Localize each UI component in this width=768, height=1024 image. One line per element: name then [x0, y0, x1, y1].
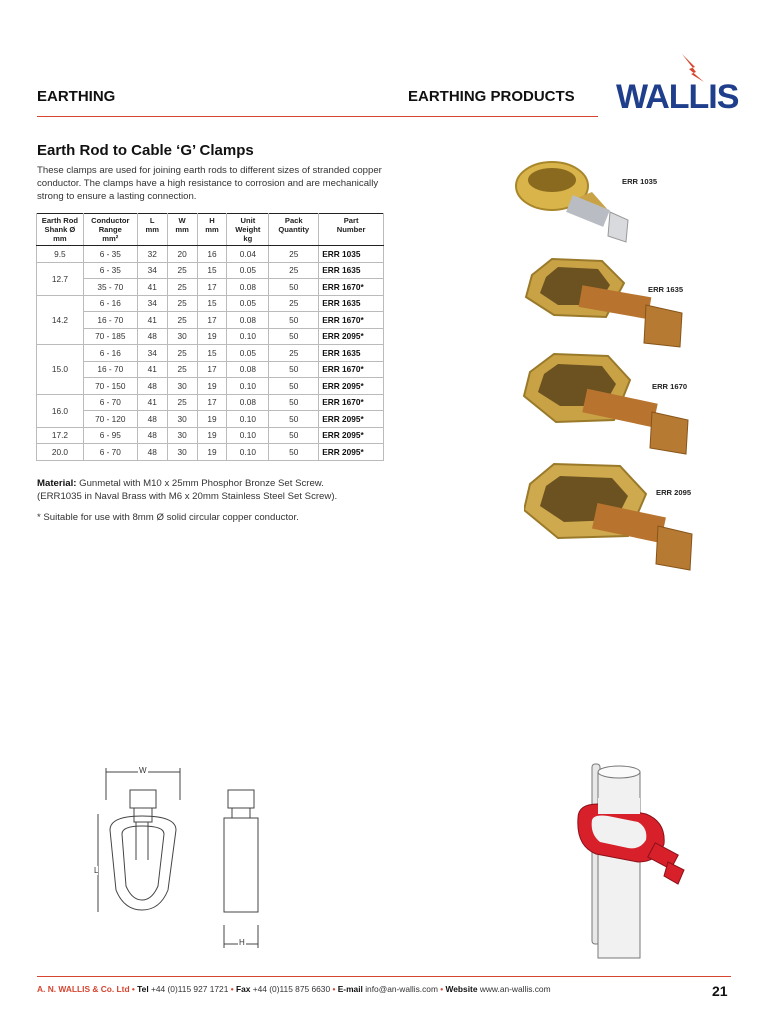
- cell-w: 30: [167, 444, 197, 461]
- footer-tel-label: Tel: [137, 984, 149, 994]
- cell-w: 25: [167, 295, 197, 312]
- footer-email-label: E-mail: [337, 984, 363, 994]
- footer-company: A. N. WALLIS & Co. Ltd: [37, 984, 130, 994]
- table-row: [37, 361, 384, 378]
- table-row: [37, 411, 384, 428]
- cell-w: 25: [167, 279, 197, 296]
- cell-l: 48: [137, 328, 167, 345]
- footer-sep: •: [131, 984, 135, 994]
- cell-pack: 25: [269, 345, 319, 362]
- cell-h: 19: [197, 328, 227, 345]
- product-label-err1670: ERR 1670: [652, 382, 688, 391]
- cell-pack: 50: [269, 394, 319, 411]
- cell-h: 17: [197, 394, 227, 411]
- cell-pack: 50: [269, 444, 319, 461]
- cell-part: ERR 1035: [319, 246, 384, 263]
- cell-range: 6 - 16: [83, 345, 137, 362]
- product-label-err2095: ERR 2095: [656, 488, 692, 497]
- table-row: [37, 328, 384, 345]
- cell-weight: 0.10: [227, 444, 269, 461]
- table-row: [37, 312, 384, 329]
- cell-h: 15: [197, 262, 227, 279]
- cell-part: ERR 2095*: [319, 427, 384, 444]
- cell-part: ERR 2095*: [319, 328, 384, 345]
- cell-shank: 9.5: [37, 246, 84, 263]
- col-header-shank: Earth Rod Shank Ø mm: [37, 214, 84, 246]
- cell-range: 16 - 70: [83, 312, 137, 329]
- col-header-range: Conductor Range mm²: [83, 214, 137, 246]
- cell-l: 34: [137, 345, 167, 362]
- dim-l-label: L: [94, 866, 99, 875]
- footer-tel: +44 (0)115 927 1721: [150, 984, 229, 994]
- wallis-logo: [612, 52, 739, 124]
- cell-l: 41: [137, 394, 167, 411]
- cell-weight: 0.04: [227, 246, 269, 263]
- table-row: [37, 246, 384, 263]
- cell-l: 48: [137, 427, 167, 444]
- footer-website-link[interactable]: www.an-wallis.com: [479, 984, 551, 994]
- cell-part: ERR 1670*: [319, 394, 384, 411]
- cell-part: ERR 2095*: [319, 444, 384, 461]
- cell-pack: 50: [269, 328, 319, 345]
- cell-part: ERR 1670*: [319, 361, 384, 378]
- cell-pack: 25: [269, 295, 319, 312]
- cell-weight: 0.10: [227, 427, 269, 444]
- cell-range: 6 - 70: [83, 444, 137, 461]
- cell-w: 25: [167, 312, 197, 329]
- cell-range: 6 - 35: [83, 246, 137, 263]
- cell-w: 30: [167, 378, 197, 395]
- footer-sep: •: [332, 984, 336, 994]
- cell-l: 41: [137, 279, 167, 296]
- footer-fax-label: Fax: [235, 984, 251, 994]
- cell-w: 30: [167, 427, 197, 444]
- col-header-w: W mm: [167, 214, 197, 246]
- cell-weight: 0.08: [227, 279, 269, 296]
- cell-pack: 25: [269, 246, 319, 263]
- material-label: Material:: [37, 478, 77, 489]
- table-row: [37, 345, 384, 362]
- cell-part: ERR 2095*: [319, 378, 384, 395]
- table-row: [37, 394, 384, 411]
- footer-email-link[interactable]: info@an-wallis.com: [365, 984, 438, 994]
- cell-h: 17: [197, 279, 227, 296]
- footer-sep: •: [230, 984, 234, 994]
- cell-l: 48: [137, 378, 167, 395]
- cell-weight: 0.10: [227, 328, 269, 345]
- spec-table: [36, 213, 384, 461]
- cell-h: 19: [197, 427, 227, 444]
- col-header-pack: Pack Quantity: [269, 214, 319, 246]
- cell-h: 17: [197, 361, 227, 378]
- product-label-err1635: ERR 1635: [648, 285, 684, 294]
- cell-range: 6 - 35: [83, 262, 137, 279]
- cell-part: ERR 1635: [319, 345, 384, 362]
- cell-l: 34: [137, 262, 167, 279]
- intro-text: These clamps are used for joining earth rods to different sizes of stranded copper conductor. The clamps have a high resistance to corrosion and are mechanically strong to ensure a lasting connection.: [37, 165, 382, 202]
- product-image-err1635: [522, 255, 692, 355]
- cell-w: 25: [167, 262, 197, 279]
- cell-h: 16: [197, 246, 227, 263]
- col-header-l: L mm: [137, 214, 167, 246]
- cell-pack: 50: [269, 411, 319, 428]
- category-header: EARTHING PRODUCTS: [408, 88, 575, 105]
- cell-weight: 0.05: [227, 262, 269, 279]
- cell-w: 30: [167, 411, 197, 428]
- footer-web-label: Website: [445, 984, 478, 994]
- cell-range: 6 - 95: [83, 427, 137, 444]
- table-row: [37, 279, 384, 296]
- cell-range: 70 - 185: [83, 328, 137, 345]
- product-image-err2095: [524, 460, 694, 575]
- dim-h-label: H: [239, 938, 245, 947]
- cell-range: 6 - 16: [83, 295, 137, 312]
- cell-w: 30: [167, 328, 197, 345]
- footer-contact: [37, 984, 551, 994]
- cell-h: 19: [197, 444, 227, 461]
- cell-h: 19: [197, 378, 227, 395]
- cell-w: 25: [167, 394, 197, 411]
- cell-pack: 50: [269, 427, 319, 444]
- cell-weight: 0.10: [227, 411, 269, 428]
- cell-pack: 50: [269, 361, 319, 378]
- cell-pack: 50: [269, 312, 319, 329]
- cell-w: 25: [167, 361, 197, 378]
- cell-part: ERR 1670*: [319, 279, 384, 296]
- cell-w: 20: [167, 246, 197, 263]
- cell-part: ERR 1635: [319, 295, 384, 312]
- col-header-part: Part Number: [319, 214, 384, 246]
- cell-w: 25: [167, 345, 197, 362]
- col-header-h: H mm: [197, 214, 227, 246]
- cell-range: 70 - 120: [83, 411, 137, 428]
- cell-pack: 50: [269, 279, 319, 296]
- cell-l: 41: [137, 312, 167, 329]
- table-row: [37, 444, 384, 461]
- table-row: [37, 262, 384, 279]
- table-header-row: [37, 214, 384, 246]
- cell-range: 70 - 150: [83, 378, 137, 395]
- material-line2: (ERR1035 in Naval Brass with M6 x 20mm Stainless Steel Set Screw).: [37, 491, 338, 502]
- cell-l: 41: [137, 361, 167, 378]
- footer-sep: •: [440, 984, 444, 994]
- section-title: Earth Rod to Cable ‘G’ Clamps: [37, 142, 254, 159]
- cell-weight: 0.08: [227, 361, 269, 378]
- cell-weight: 0.08: [227, 312, 269, 329]
- cell-range: 16 - 70: [83, 361, 137, 378]
- cell-shank: 16.0: [37, 394, 84, 427]
- cell-l: 48: [137, 411, 167, 428]
- cell-pack: 50: [269, 378, 319, 395]
- cell-part: ERR 2095*: [319, 411, 384, 428]
- col-header-weight: Unit Weight kg: [227, 214, 269, 246]
- cell-pack: 25: [269, 262, 319, 279]
- table-row: [37, 378, 384, 395]
- cell-h: 17: [197, 312, 227, 329]
- cell-part: ERR 1635: [319, 262, 384, 279]
- product-label-err1035: ERR 1035: [622, 177, 658, 186]
- header-rule: [37, 116, 598, 117]
- cell-shank: 20.0: [37, 444, 84, 461]
- dim-w-label: W: [139, 766, 147, 775]
- installation-image: [568, 758, 688, 963]
- cell-l: 32: [137, 246, 167, 263]
- footer-rule: [37, 976, 731, 977]
- cell-weight: 0.05: [227, 295, 269, 312]
- cell-h: 19: [197, 411, 227, 428]
- table-body: [37, 246, 384, 461]
- cell-weight: 0.10: [227, 378, 269, 395]
- page-number: 21: [712, 983, 728, 999]
- cell-shank: 12.7: [37, 262, 84, 295]
- material-note: [37, 477, 397, 503]
- table-row: [37, 295, 384, 312]
- cell-shank: 17.2: [37, 427, 84, 444]
- product-image-err1670: [522, 350, 692, 460]
- material-line1: Gunmetal with M10 x 25mm Phosphor Bronze Set Screw.: [79, 478, 324, 489]
- cell-h: 15: [197, 345, 227, 362]
- cell-l: 48: [137, 444, 167, 461]
- product-image-err1035: [512, 150, 632, 250]
- cell-shank: 15.0: [37, 345, 84, 395]
- cell-part: ERR 1670*: [319, 312, 384, 329]
- cell-shank: 14.2: [37, 295, 84, 345]
- cell-h: 15: [197, 295, 227, 312]
- technical-drawing: [92, 760, 292, 955]
- cell-range: 6 - 70: [83, 394, 137, 411]
- cell-weight: 0.08: [227, 394, 269, 411]
- cell-weight: 0.05: [227, 345, 269, 362]
- section-header: EARTHING: [37, 88, 116, 105]
- cell-range: 35 - 70: [83, 279, 137, 296]
- table-row: [37, 427, 384, 444]
- footnote: * Suitable for use with 8mm Ø solid circular copper conductor.: [37, 512, 299, 523]
- cell-l: 34: [137, 295, 167, 312]
- logo-text: WALLIS: [616, 78, 739, 116]
- footer-fax: +44 (0)115 875 6630: [252, 984, 331, 994]
